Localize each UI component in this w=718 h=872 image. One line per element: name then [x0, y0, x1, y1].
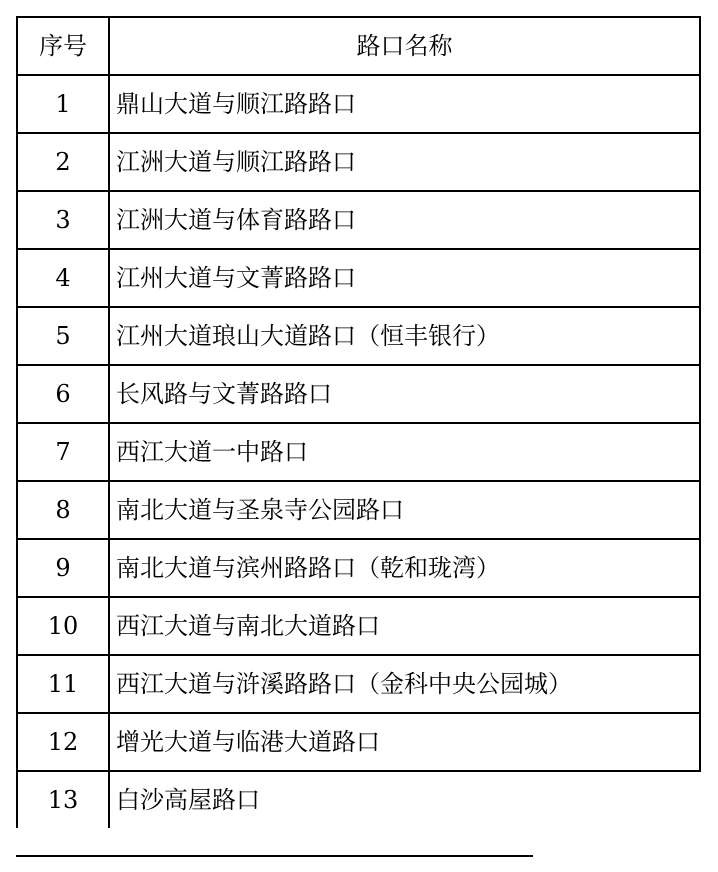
row-name: 长风路与文菁路路口 [109, 365, 700, 423]
row-name: 江州大道与文菁路路口 [109, 249, 700, 307]
table-body [17, 75, 700, 828]
table-row [17, 481, 700, 539]
row-name: 江洲大道与顺江路路口 [109, 133, 700, 191]
row-index: 9 [17, 539, 109, 597]
row-index: 13 [17, 771, 109, 828]
row-index: 1 [17, 75, 109, 133]
row-index: 7 [17, 423, 109, 481]
row-name: 西江大道与南北大道路口 [109, 597, 700, 655]
row-name: 白沙高屋路口 [109, 771, 700, 828]
row-index: 11 [17, 655, 109, 713]
header-name: 路口名称 [109, 17, 700, 75]
table-row [17, 307, 700, 365]
row-index: 10 [17, 597, 109, 655]
row-name: 西江大道一中路口 [109, 423, 700, 481]
table-row [17, 423, 700, 481]
row-index: 2 [17, 133, 109, 191]
row-name: 南北大道与滨州路路口（乾和珑湾） [109, 539, 700, 597]
header-row [17, 17, 700, 75]
table-row [17, 133, 700, 191]
row-name: 西江大道与浒溪路路口（金科中央公园城） [109, 655, 700, 713]
row-name: 增光大道与临港大道路口 [109, 713, 700, 771]
row-name: 江州大道琅山大道路口（恒丰银行） [109, 307, 700, 365]
row-name: 南北大道与圣泉寺公园路口 [109, 481, 700, 539]
row-index: 8 [17, 481, 109, 539]
intersection-table [16, 16, 701, 828]
row-name: 鼎山大道与顺江路路口 [109, 75, 700, 133]
intersection-table-container [16, 16, 699, 828]
table-row [17, 771, 700, 828]
table-row [17, 191, 700, 249]
row-index: 5 [17, 307, 109, 365]
table-row [17, 75, 700, 133]
table-row [17, 655, 700, 713]
table-row [17, 249, 700, 307]
table-row [17, 365, 700, 423]
header-index: 序号 [17, 17, 109, 75]
row-index: 3 [17, 191, 109, 249]
row-index: 12 [17, 713, 109, 771]
row-index: 6 [17, 365, 109, 423]
row-index: 4 [17, 249, 109, 307]
table-row [17, 597, 700, 655]
table-header [17, 17, 700, 75]
table-row [17, 713, 700, 771]
row-name: 江洲大道与体育路路口 [109, 191, 700, 249]
table-bottom-border [16, 855, 533, 857]
table-row [17, 539, 700, 597]
